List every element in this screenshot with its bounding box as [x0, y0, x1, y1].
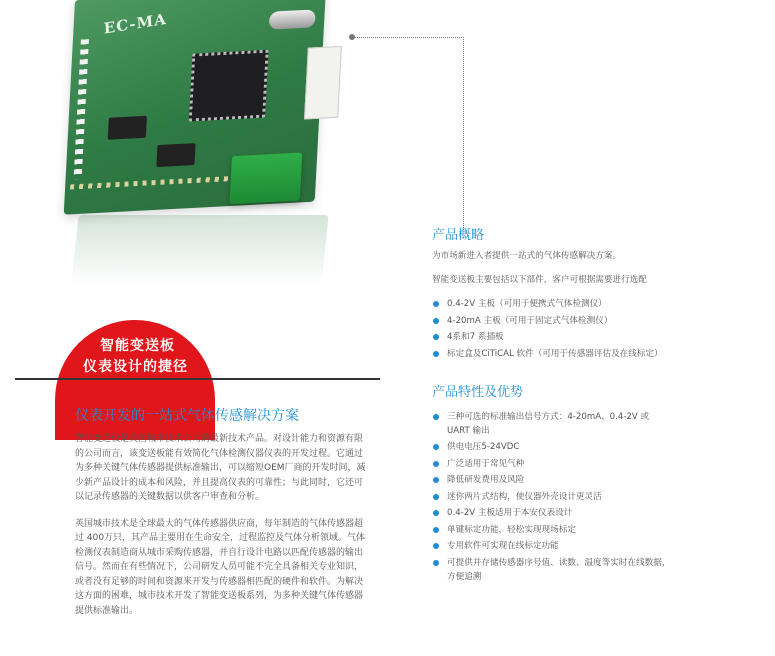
list-item	[432, 490, 672, 504]
list-item	[432, 347, 672, 361]
list-item	[432, 314, 672, 328]
pcb-board-image	[64, 0, 326, 215]
bullet-icon	[433, 543, 439, 549]
list-item	[432, 523, 672, 537]
list-item	[432, 556, 672, 584]
leader-line-vertical	[463, 37, 464, 230]
list-item	[432, 330, 672, 344]
pcb-header-pins	[74, 39, 89, 179]
bullet-icon	[433, 510, 439, 516]
list-item	[432, 539, 672, 553]
list-item-text: 专用软件可实现在线标定功能	[447, 541, 559, 551]
list-item	[432, 506, 672, 520]
pcb-chip	[156, 143, 195, 167]
list-item-text: 4-20mA 主板（可用于固定式气体检测仪）	[447, 315, 613, 326]
overview-intro-components: 智能变送板主要包括以下部件，客户可根据需要进行选配	[432, 275, 647, 285]
bullet-icon	[433, 414, 439, 420]
badge-title-line2: 仪表设计的捷径	[83, 359, 188, 375]
leader-line-horizontal	[352, 37, 464, 38]
bullet-icon	[433, 477, 439, 483]
overview-list	[432, 297, 672, 361]
bullet-icon	[433, 461, 439, 467]
bullet-icon	[433, 560, 439, 566]
list-item-text: 可提供并存储传感器序号值、读数、温度等实时在线数据，方便追溯	[447, 557, 671, 582]
list-item	[432, 473, 672, 487]
bullet-icon	[433, 301, 439, 307]
features-list	[432, 410, 672, 584]
pcb-crystal	[269, 9, 316, 29]
list-item	[432, 457, 672, 471]
list-item-text: 单键标定功能，轻松实现现场标定	[447, 524, 576, 535]
body-paragraph: 英国城市技术是全球最大的气体传感器供应商，每年制造的气体传感器超过 400万只，其产品主要用在生命安全，过程监控及气体分析领域。气体检测仪表制造商从城市采购传感器，并自行设计电路以匹配传感器的输出信号。然而在有些情况下，公司研发人员可能不完全具备相关专业知识，或者没有足够的时间和资源来开发与传感器相匹配的硬件和软件。为解决这方面的困难，城市技术开发了智能变送板系列，为多种关键气体传感器提供标准输出。	[75, 518, 366, 616]
bullet-icon	[433, 444, 439, 450]
section-heading-features: 产品特性及优势	[432, 384, 524, 400]
pcb-terminal-block	[229, 152, 302, 204]
bullet-icon	[433, 494, 439, 500]
list-item-text: 供电电压5-24VDC	[447, 442, 520, 452]
list-item-text: 广泛适用于常见气种	[447, 458, 525, 469]
pcb-chip	[108, 116, 147, 140]
bullet-icon	[433, 318, 439, 324]
solution-body	[75, 432, 367, 630]
list-item-text: 降低研发费用及风险	[447, 475, 525, 485]
divider-rule	[15, 378, 380, 380]
bullet-icon	[433, 334, 439, 340]
list-item-text: 标定盒及CiTiCAL 软件（可用于传感器评估及在线标定）	[447, 348, 663, 359]
list-item	[432, 297, 672, 311]
pcb-reflection	[71, 215, 328, 285]
right-column	[432, 224, 672, 586]
section-heading-solution: 仪表开发的一站式气体传感解决方案	[75, 408, 299, 424]
bullet-icon	[433, 351, 439, 357]
list-item-text: 4系和7 系插板	[447, 332, 504, 342]
pcb-microcontroller	[189, 50, 269, 122]
list-item	[432, 440, 672, 454]
section-heading-overview: 产品概略	[432, 228, 485, 243]
features-section	[432, 381, 672, 584]
overview-intro: 为市场新进入者提供一站式的气体传感解决方案。	[432, 251, 622, 261]
pcb-label: EC-MA	[103, 9, 168, 38]
list-item-text: 0.4-2V 主板（可用于便携式气体检测仪）	[447, 299, 607, 309]
pcb-white-connector	[304, 46, 342, 120]
bullet-icon	[433, 527, 439, 533]
badge-title-line1: 智能变送板	[100, 338, 175, 354]
product-photo	[55, 0, 355, 300]
list-item-text: 0.4-2V 主板适用于本安仪表设计	[447, 508, 573, 518]
list-item	[432, 410, 672, 438]
body-paragraph: 智能变送板是英国城市技术公司的最新技术产品。对设计能力和资源有限的公司而言，该变送板能有效简化气体检测仪器仪表的开发过程。它通过为多种关键气体传感器提供标准输出，可以缩短OEM厂商的开发时间，减少新产品设计的成本和风险，并且提高仪表的可靠性；与此同时，它还可以记录传感器的关键数据以供客户审查和分析。	[75, 434, 366, 502]
list-item-text: 三种可选的标准输出信号方式：4-20mA、0.4-2V 或 UART 输出	[447, 411, 650, 436]
list-item-text: 迷你两片式结构，使仪器外壳设计更灵活	[447, 491, 602, 502]
